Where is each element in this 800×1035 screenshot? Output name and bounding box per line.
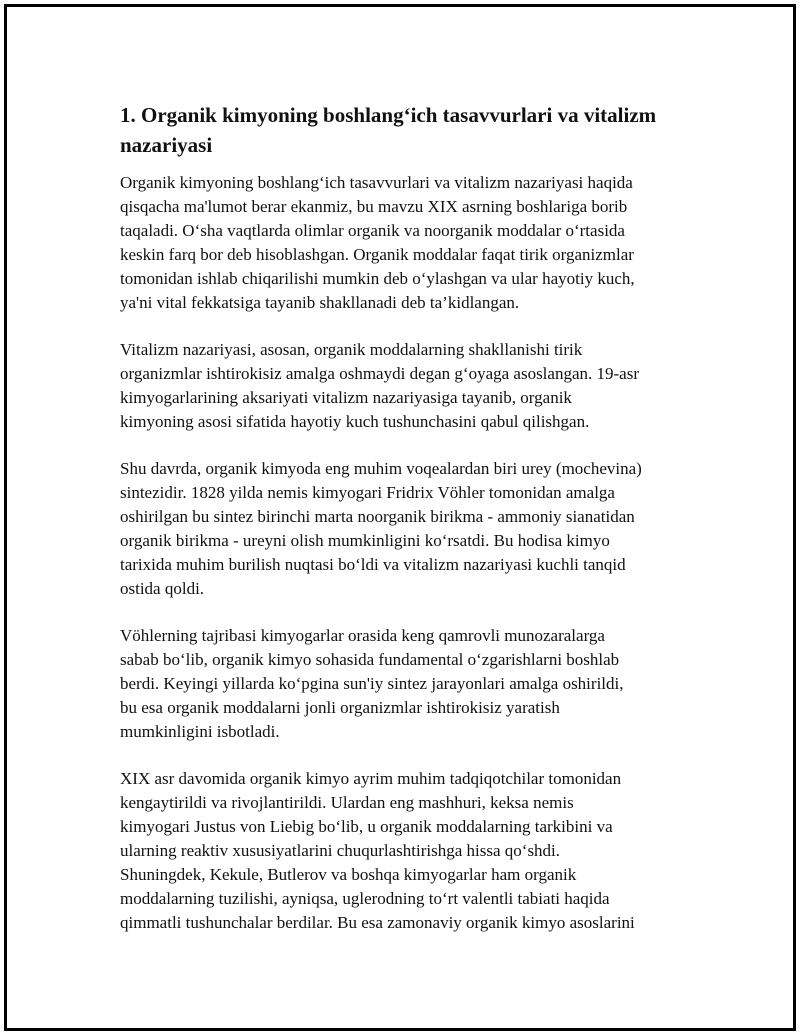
- text-line: kimyogari Justus von Liebig bo‘lib, u organik moddalarning tarkibini va: [120, 817, 613, 836]
- text-line: taqaladi. O‘sha vaqtlarda olimlar organik va noorganik moddalar o‘rtasida: [120, 221, 625, 240]
- text-line: mumkinligini isbotladi.: [120, 722, 280, 741]
- text-line: Vitalizm nazariyasi, asosan, organik moddalarning shakllanishi tirik: [120, 340, 583, 359]
- text-line: organizmlar ishtirokisiz amalga oshmaydi degan g‘oyaga asoslangan. 19-asr: [120, 364, 639, 383]
- section-heading: [120, 100, 700, 160]
- paragraph-5: [120, 767, 700, 935]
- text-line: Shuningdek, Kekule, Butlerov va boshqa kimyogarlar ham organik: [120, 865, 577, 884]
- page-frame: [4, 4, 796, 1031]
- text-line: ostida qoldi.: [120, 579, 205, 598]
- paragraph-2: [120, 338, 700, 434]
- text-line: sintezidir. 1828 yilda nemis kimyogari Fridrix Vöhler tomonidan amalga: [120, 483, 615, 502]
- text-line: ularning reaktiv xususiyatlarini chuqurlashtirishga hissa qo‘shdi.: [120, 841, 561, 860]
- heading-line: nazariyasi: [120, 133, 213, 157]
- text-line: berdi. Keyingi yillarda ko‘pgina sun'iy sintez jarayonlari amalga oshirildi,: [120, 674, 624, 693]
- paragraph-1: [120, 171, 700, 315]
- document-body: [120, 100, 700, 958]
- text-line: XIX asr davomida organik kimyo ayrim muhim tadqiqotchilar tomonidan: [120, 769, 622, 788]
- text-line: oshirilgan bu sintez birinchi marta noorganik birikma - ammoniy sianatidan: [120, 507, 635, 526]
- text-line: kengaytirildi va rivojlantirildi. Ulardan eng mashhuri, keksa nemis: [120, 793, 574, 812]
- text-line: Vöhlerning tajribasi kimyogarlar orasida keng qamrovli munozaralarga: [120, 626, 605, 645]
- text-line: tarixida muhim burilish nuqtasi bo‘ldi va vitalizm nazariyasi kuchli tanqid: [120, 555, 626, 574]
- paragraph-4: [120, 624, 700, 744]
- text-line: keskin farq bor deb hisoblashgan. Organik moddalar faqat tirik organizmlar: [120, 245, 634, 264]
- text-line: tomonidan ishlab chiqarilishi mumkin deb o‘ylashgan va ular hayotiy kuch,: [120, 269, 635, 288]
- text-line: moddalarning tuzilishi, ayniqsa, uglerodning to‘rt valentli tabiati haqida: [120, 889, 610, 908]
- heading-line: 1. Organik kimyoning boshlang‘ich tasavvurlari va vitalizm: [120, 103, 657, 127]
- text-line: kimyoning asosi sifatida hayotiy kuch tushunchasini qabul qilishgan.: [120, 412, 590, 431]
- text-line: qimmatli tushunchalar berdilar. Bu esa zamonaviy organik kimyo asoslarini: [120, 913, 635, 932]
- text-line: ya'ni vital fekkatsiga tayanib shakllanadi deb ta’kidlangan.: [120, 293, 520, 312]
- text-line: Shu davrda, organik kimyoda eng muhim voqealardan biri urey (mochevina): [120, 459, 642, 478]
- text-line: kimyogarlarining aksariyati vitalizm nazariyasiga tayanib, organik: [120, 388, 572, 407]
- paragraph-3: [120, 457, 700, 601]
- text-line: Organik kimyoning boshlang‘ich tasavvurlari va vitalizm nazariyasi haqida: [120, 173, 633, 192]
- text-line: bu esa organik moddalarni jonli organizmlar ishtirokisiz yaratish: [120, 698, 560, 717]
- text-line: qisqacha ma'lumot berar ekanmiz, bu mavzu XIX asrning boshlariga borib: [120, 197, 628, 216]
- text-line: organik birikma - ureyni olish mumkinligini ko‘rsatdi. Bu hodisa kimyo: [120, 531, 610, 550]
- text-line: sabab bo‘lib, organik kimyo sohasida fundamental o‘zgarishlarni boshlab: [120, 650, 620, 669]
